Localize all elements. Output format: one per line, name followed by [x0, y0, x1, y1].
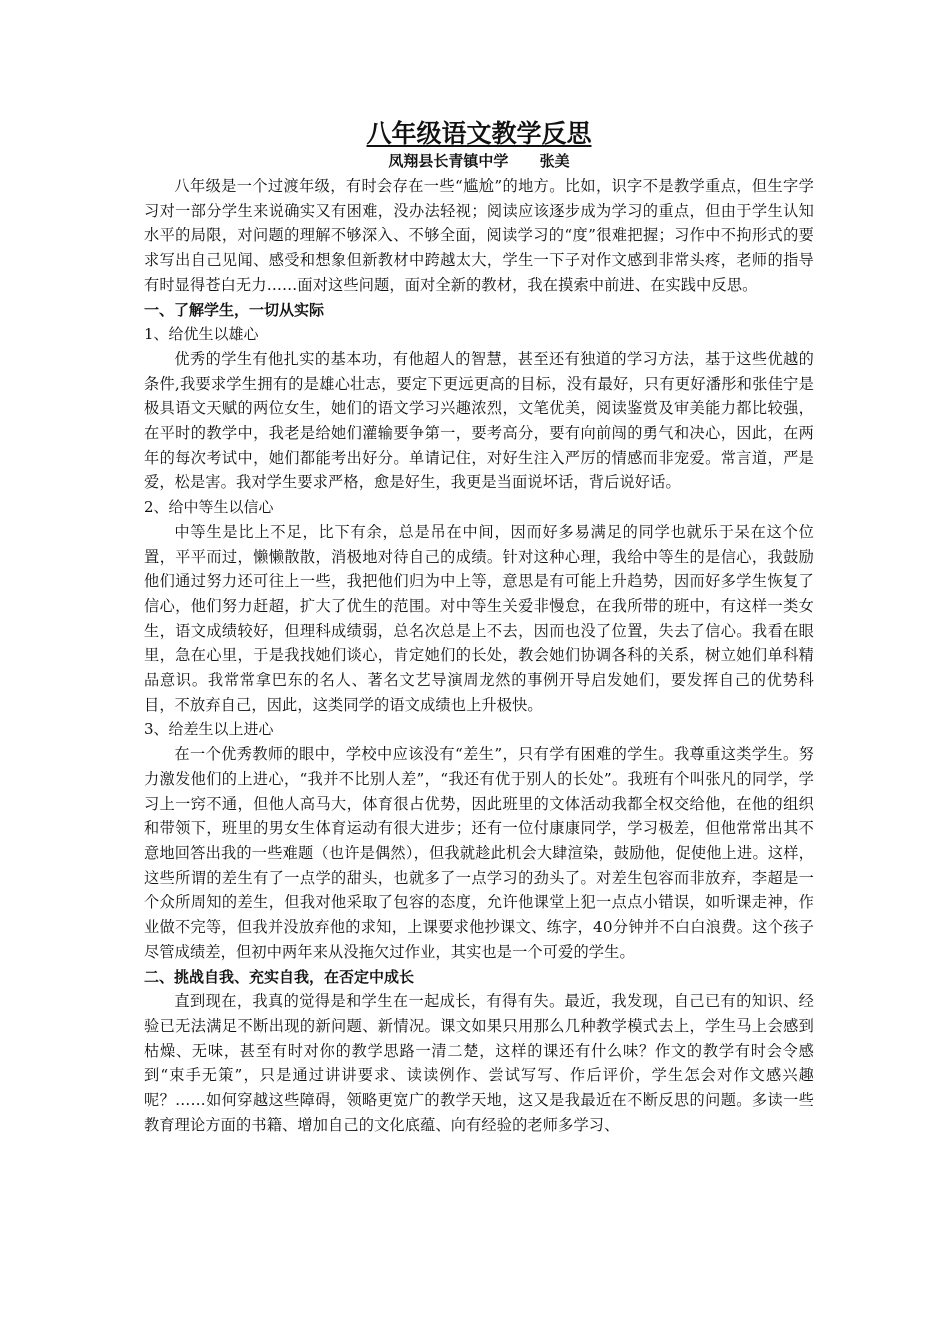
subsection-3-heading: 3、给差生以上进心 — [144, 720, 274, 739]
section-1-heading: 一、了解学生，一切从实际 — [144, 300, 325, 319]
subsection-2-heading: 2、给中等生以信心 — [144, 498, 274, 517]
document-subtitle: 凤翔县长青镇中学 张美 — [388, 152, 570, 170]
subsection-1-paragraph: 优秀的学生有他扎实的基本功，有他超人的智慧，甚至还有独道的学习方法，基于这些优越的条件,我要求学生拥有的是雄心壮志，要定下更远更高的目标，没有最好，只有更好潘彤和张佳宁是极具语文天赋的两位女生，她们的语文学习兴趣浓烈，文笔优美，阅读鉴赏及审美能力都比较强，在平时的教学中，我老是给她们灌输要争第一，要考高分，要有向前闯的勇气和决心，因此，在两年的每次考试中，她们都能考出好分。单请记住，对好生注入严厉的情感而非宠爱。常言道，严是爱，松是害。我对学生要求严格，愈是好生，我更是当面说坏话，背后说好话。 — [144, 349, 814, 492]
document-body — [144, 174, 814, 1137]
subsection-1-heading: 1、给优生以雄心 — [144, 325, 259, 344]
section-2-heading: 二、挑战自我、充实自我，在否定中成长 — [144, 967, 415, 986]
subsection-3-paragraph: 在一个优秀教师的眼中，学校中应该没有“差生”，只有学有困难的学生。我尊重这类学生。努力激发他们的上进心，“我并不比别人差”，“我还有优于别人的长处”。我班有个叫张凡的同学，学习上一窍不通，但他人高马大，体育很占优势，因此班里的文体活动我都全权交给他，在他的组织和带领下，班里的男女生体育运动有很大进步；还有一位付康康同学，学习极差，但他常常出其不意地回答出我的一些难题（也许是偶然），但我就趁此机会大肆渲染，鼓励他，促使他上进。这样，这些所谓的差生有了一点学的甜头，也就多了一点学习的劲头了。对差生包容而非放弃，李超是一个众所周知的差生，但我对他采取了包容的态度，允许他课堂上犯一点点小错误，如听课走神，作业做不完等，但我并没放弃他的求知，上课要求他抄课文、练字，40分钟并不白白浪费。这个孩子尽管成绩差，但初中两年来从没拖欠过作业，其实也是一个可爱的学生。 — [144, 745, 814, 961]
document-page — [144, 118, 814, 1137]
section-2-paragraph: 直到现在，我真的觉得是和学生在一起成长，有得有失。最近，我发现，自己已有的知识、经验已无法满足不断出现的新问题、新情况。课文如果只用那么几种教学模式去上，学生马上会感到枯燥、无味，甚至有时对你的教学思路一清二楚，这样的课还有什么味？作文的教学有时会令感到“束手无策”，只是通过讲讲要求、读读例作、尝试写写、作后评价，学生怎会对作文感兴趣呢？……如何穿越这些障碍，领略更宽广的教学天地，这又是我最近在不断反思的问题。多读一些教育理论方面的书籍、增加自己的文化底蕴、向有经验的老师多学习、 — [144, 992, 814, 1134]
subsection-2-paragraph: 中等生是比上不足，比下有余，总是吊在中间，因而好多易满足的同学也就乐于呆在这个位置，平平而过，懒懒散散，消极地对待自己的成绩。针对这种心理，我给中等生的是信心，我鼓励他们通过努力还可往上一些，我把他们归为中上等，意思是有可能上升趋势，因而好多学生恢复了信心，他们努力赶超，扩大了优生的范围。对中等生关爱非慢怠，在我所带的班中，有这样一类女生，语文成绩较好，但理科成绩弱，总名次总是上不去，因而也没了位置，失去了信心。我看在眼里，急在心里，于是我找她们谈心，肯定她们的长处，教会她们协调各科的关系，树立她们单科精品意识。我常常拿巴东的名人、著名文艺导演周龙然的事例开导启发她们，要发挥自己的优势科目，不放弃自己，因此，这类同学的语文成绩也上升极快。 — [144, 522, 814, 714]
document-title: 八年级语文教学反思 — [366, 119, 592, 148]
intro-paragraph: 八年级是一个过渡年级，有时会存在一些“尴尬”的地方。比如，识字不是教学重点，但生字学习对一部分学生来说确实又有困难，没办法轻视；阅读应该逐步成为学习的重点，但由于学生认知水平的局限，对问题的理解不够深入、不够全面，阅读学习的“度”很难把握；习作中不拘形式的要求写出自己见闻、感受和想象但新教材中跨越太大，学生一下子对作文感到非常头疼，老师的指导有时显得苍白无力……面对这些问题，面对全新的教材，我在摸索中前进、在实践中反思。 — [144, 177, 814, 294]
